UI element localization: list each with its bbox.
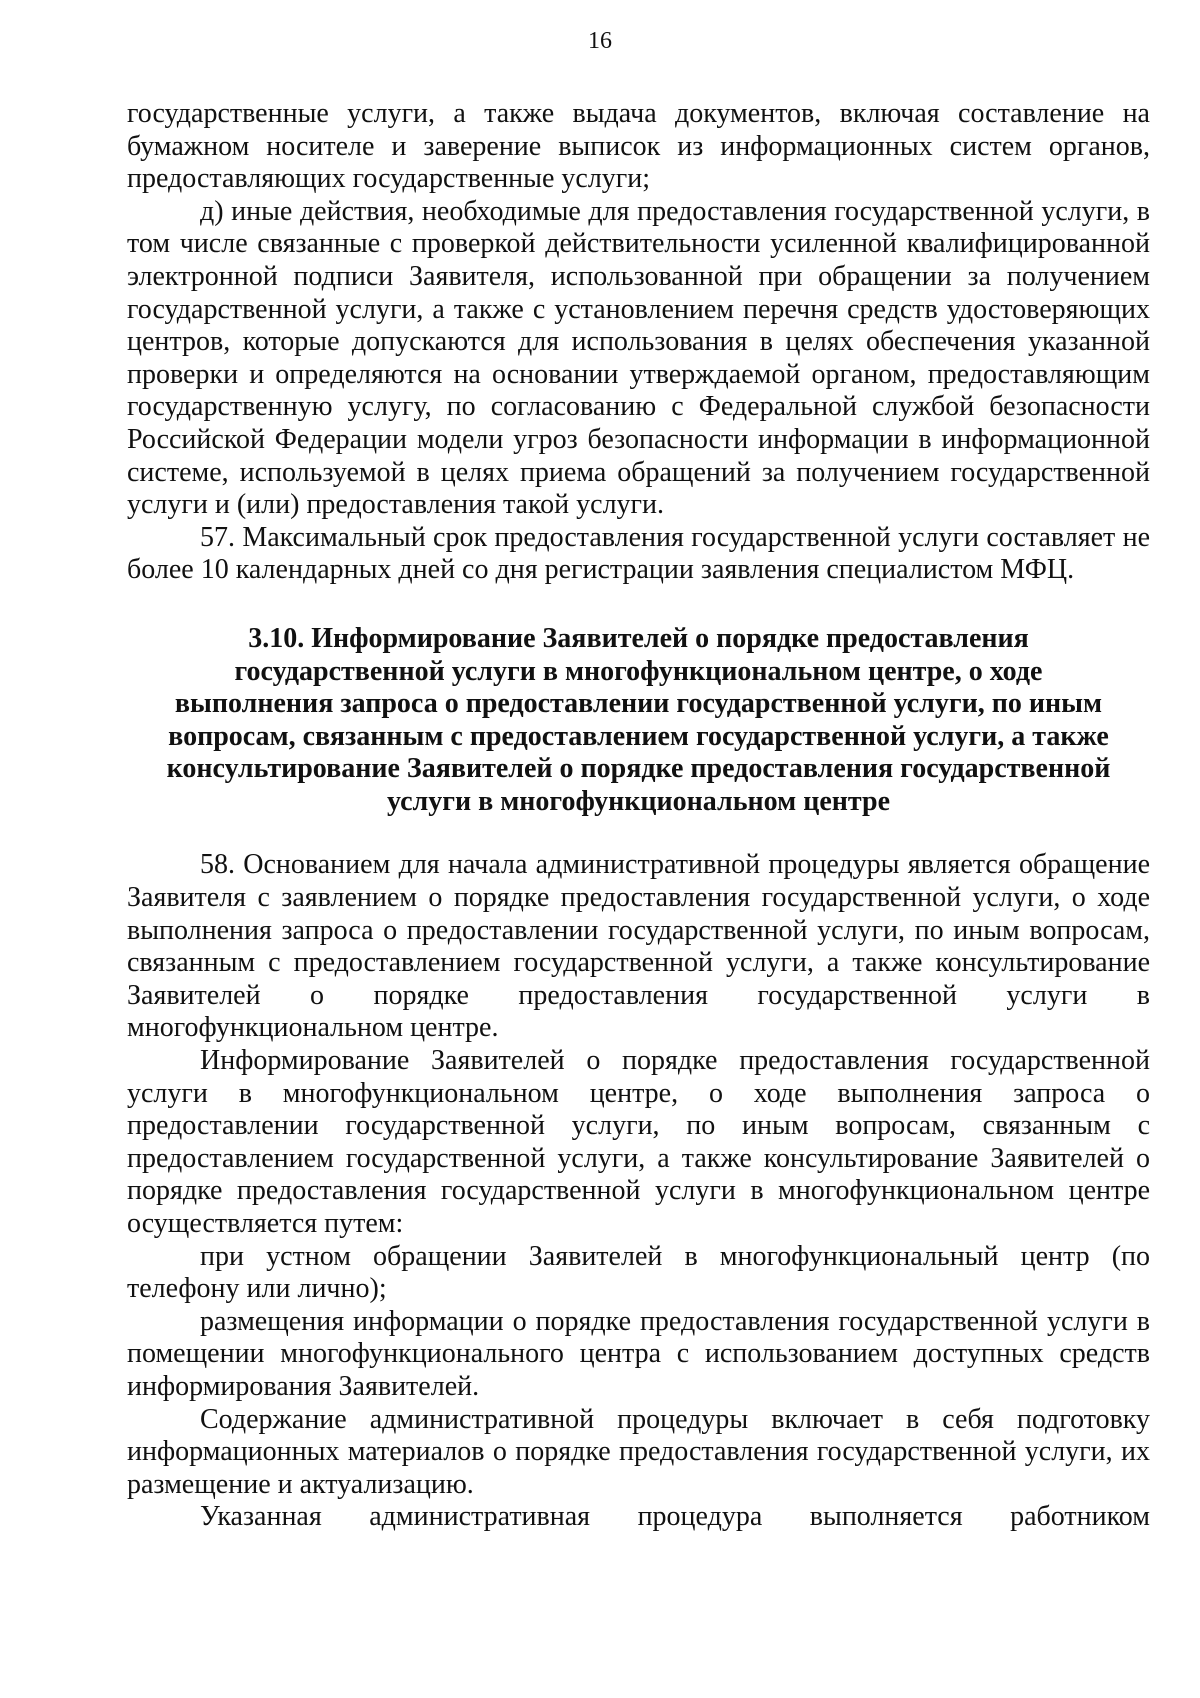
paragraph-continuation: государственные услуги, а также выдача документов, включая составление на бумажном носителе и заверение выписок из информационных систем органов, предоставляющих государственные услуги; xyxy=(127,98,1150,195)
section-heading-line: консультирование Заявителей о порядке предоставления государственной xyxy=(166,753,1111,785)
paragraph-procedure-content: Содержание административной процедуры включает в себя подготовку информационных материалов о порядке предоставления государственной услуги, их размещение и актуализацию. xyxy=(127,1403,1150,1500)
paragraph-informing: Информирование Заявителей о порядке предоставления государственной услуги в многофункциональном центре, о ходе выполнения запроса о предоставлении государственной услуги, по иным вопросам, связанным с предоставлением государственной услуги, а также консультирование Заявителей о порядке предоставления государственной услуги в многофункциональном центре осуществляется путем: xyxy=(127,1045,1150,1239)
paragraph-item-d: д) иные действия, необходимые для предоставления государственной услуги, в том числе связанные с проверкой действительности усиленной квалифицированной электронной подписи Заявителя, использованной при обращении за получением государственной услуги, а также с установлением перечня средств удостоверяющих центров, которые допускаются для использования в целях обеспечения указанной проверки и определяются на основании утверждаемой органом, предоставляющим государственную услугу, по согласованию с Федеральной службой безопасности Российской Федерации модели угроз безопасности информации в информационной системе, используемой в целях приема обращений за получением государственной услуги и (или) предоставления такой услуги. xyxy=(127,195,1150,521)
paragraph-info-placement: размещения информации о порядке предоставления государственной услуги в помещении многофункционального центра с использованием доступных средств информирования Заявителей. xyxy=(127,1305,1150,1402)
paragraph-oral-request: при устном обращении Заявителей в многофункциональный центр (по телефону или лично); xyxy=(127,1240,1150,1305)
section-heading-line: государственной услуги в многофункциональном центре, о ходе xyxy=(234,655,1043,687)
section-heading-line: вопросам, связанным с предоставлением государственной услуги, а также xyxy=(168,720,1109,752)
section-heading-line: 3.10. Информирование Заявителей о порядке предоставления xyxy=(248,622,1029,654)
page-number: 16 xyxy=(588,28,612,54)
paragraph-58: 58. Основанием для начала административной процедуры является обращение Заявителя с заявлением о порядке предоставления государственной услуги, о ходе выполнения запроса о предоставлении государственной услуги, по иным вопросам, связанным с предоставлением государственной услуги, а также консультирование Заявителей о порядке предоставления государственной услуги в многофункциональном центре. xyxy=(127,849,1150,1044)
paragraph-procedure-performer: Указанная административная процедура выполняется работником xyxy=(200,1501,1150,1533)
section-heading-line: услуги в многофункциональном центре xyxy=(386,785,891,817)
section-heading-3-10 xyxy=(127,623,1150,819)
paragraph-57: 57. Максимальный срок предоставления государственной услуги составляет не более 10 календарных дней со дня регистрации заявления специалистом МФЦ. xyxy=(127,521,1150,586)
section-heading-line: выполнения запроса о предоставлении государственной услуги, по иным xyxy=(174,688,1103,720)
document-body xyxy=(127,98,1150,1534)
